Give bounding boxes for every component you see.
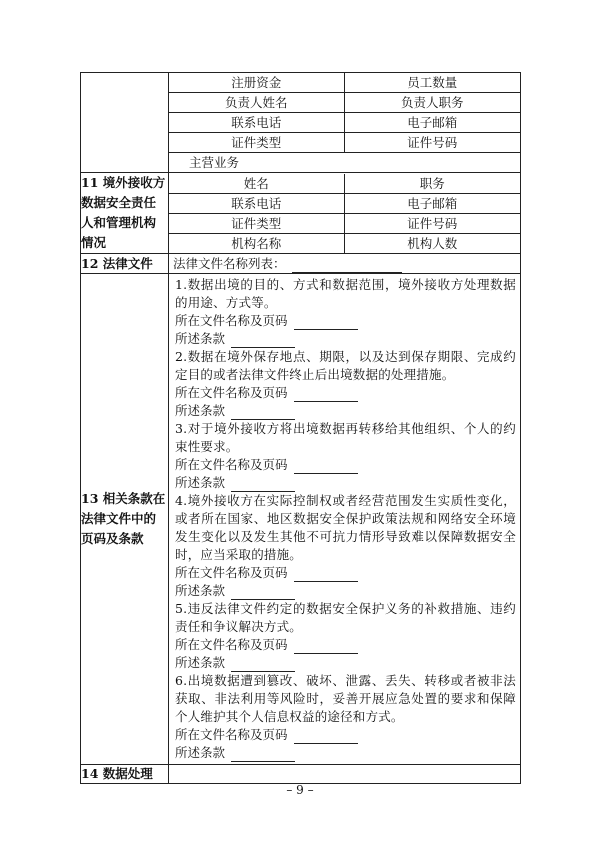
section-13-label: 13 相关条款在法律文件中的页码及条款 xyxy=(81,274,169,765)
clause-item xyxy=(175,348,516,420)
clause-label: 所述条款 xyxy=(175,583,226,598)
field-label: 电子邮箱 xyxy=(345,194,521,214)
clause-title: 2.数据在境外保存地点、期限，以及达到保存期限、完成约定目的或者法律文件终止后出境数据的处理措施。 xyxy=(175,349,516,382)
empty-label-cell xyxy=(81,73,169,173)
clause-item xyxy=(175,420,516,492)
clause-title: 6.出境数据遭到篡改、破坏、泄露、丢失、转移或者被非法获取、非法利用等风险时，妥善开展应急处置的要求和保障个人维护其个人信息权益的途径和方式。 xyxy=(175,673,516,724)
company-info-rows xyxy=(81,73,521,173)
section-11-label: 11 境外接收方数据安全责任人和管理机构情况 xyxy=(81,173,169,254)
page-number: – 9 – xyxy=(286,783,314,797)
page-blank[interactable] xyxy=(294,729,358,744)
field-label: 机构人数 xyxy=(407,235,458,251)
field-label: 姓名 xyxy=(169,174,345,194)
clause-title: 1.数据出境的目的、方式和数据范围，境外接收方处理数据的用途、方式等。 xyxy=(175,277,516,310)
field-label: 证件号码 xyxy=(345,214,521,234)
clause-clause-line xyxy=(175,654,516,672)
clause-blank[interactable] xyxy=(231,585,295,600)
page-blank[interactable] xyxy=(294,459,358,474)
field-label: 职务 xyxy=(345,174,521,194)
page-label: 所在文件名称及页码 xyxy=(175,637,288,652)
application-form-table xyxy=(80,72,521,784)
clause-clause-line xyxy=(175,474,516,492)
legal-docs-blank[interactable] xyxy=(292,258,402,273)
page-blank[interactable] xyxy=(294,315,358,330)
section-12-label: 12 法律文件 xyxy=(81,254,169,274)
page-label: 所在文件名称及页码 xyxy=(175,457,288,472)
legal-docs-list-label: 法律文件名称列表： xyxy=(173,256,286,271)
clause-blank[interactable] xyxy=(231,333,295,348)
section-14-content xyxy=(169,765,521,784)
clause-label: 所述条款 xyxy=(175,745,226,760)
field-label: 联系电话 xyxy=(169,194,345,214)
clause-blank[interactable] xyxy=(231,747,295,762)
clause-page-line xyxy=(175,636,516,654)
section-14-label: 14 数据处理 xyxy=(81,765,169,784)
page-blank[interactable] xyxy=(294,639,358,654)
section-14-row xyxy=(81,765,521,784)
clause-page-line xyxy=(175,726,516,744)
clause-title: 5.违反法律文件约定的数据安全保护义务的补救措施、违约责任和争议解决方式。 xyxy=(175,601,516,634)
field-label: 注册资金 xyxy=(169,73,345,93)
clause-item xyxy=(175,492,516,600)
field-label: 机构名称 xyxy=(169,234,345,253)
field-label: 联系电话 xyxy=(169,113,345,133)
field-label: 证件号码 xyxy=(345,133,521,153)
field-label: 证件类型 xyxy=(169,133,345,153)
page-blank[interactable] xyxy=(294,567,358,582)
clause-page-line xyxy=(175,312,516,330)
clause-list xyxy=(169,274,520,764)
field-label: 证件类型 xyxy=(169,214,345,234)
field-label: 电子邮箱 xyxy=(345,113,521,133)
clause-page-line xyxy=(175,456,516,474)
clause-title: 3.对于境外接收方将出境数据再转移给其他组织、个人的约束性要求。 xyxy=(175,421,516,454)
clause-label: 所述条款 xyxy=(175,403,226,418)
field-label: 员工数量 xyxy=(345,73,521,93)
clause-title: 4.境外接收方在实际控制权或者经营范围发生实质性变化，或者所在国家、地区数据安全保护政策法规和网络安全环境发生变化以及发生其他不可抗力情形导致难以保障数据安全时，应当采取的措施。 xyxy=(175,493,516,562)
clause-clause-line xyxy=(175,402,516,420)
page-label: 所在文件名称及页码 xyxy=(175,385,288,400)
clause-label: 所述条款 xyxy=(175,331,226,346)
clause-item xyxy=(175,672,516,762)
company-info-grid xyxy=(169,73,520,153)
clause-clause-line xyxy=(175,582,516,600)
clause-clause-line xyxy=(175,330,516,348)
section-13-row xyxy=(81,274,521,765)
field-label: 负责人职务 xyxy=(345,93,521,113)
clause-blank[interactable] xyxy=(231,477,295,492)
legal-docs-field xyxy=(169,254,520,273)
section-12-row xyxy=(81,254,521,274)
clause-blank[interactable] xyxy=(231,405,295,420)
clause-clause-line xyxy=(175,744,516,762)
page-label: 所在文件名称及页码 xyxy=(175,565,288,580)
page-label: 所在文件名称及页码 xyxy=(175,727,288,742)
clause-blank[interactable] xyxy=(231,657,295,672)
clause-item xyxy=(175,600,516,672)
clause-label: 所述条款 xyxy=(175,655,226,670)
section-11-row xyxy=(81,173,521,254)
page-blank[interactable] xyxy=(294,387,358,402)
page-label: 所在文件名称及页码 xyxy=(175,313,288,328)
main-business-field: 主营业务 xyxy=(189,155,240,170)
clause-label: 所述条款 xyxy=(175,475,226,490)
section-11-grid xyxy=(169,174,520,253)
clause-page-line xyxy=(175,564,516,582)
clause-item xyxy=(175,276,516,348)
clause-page-line xyxy=(175,384,516,402)
field-label: 负责人姓名 xyxy=(169,93,345,113)
